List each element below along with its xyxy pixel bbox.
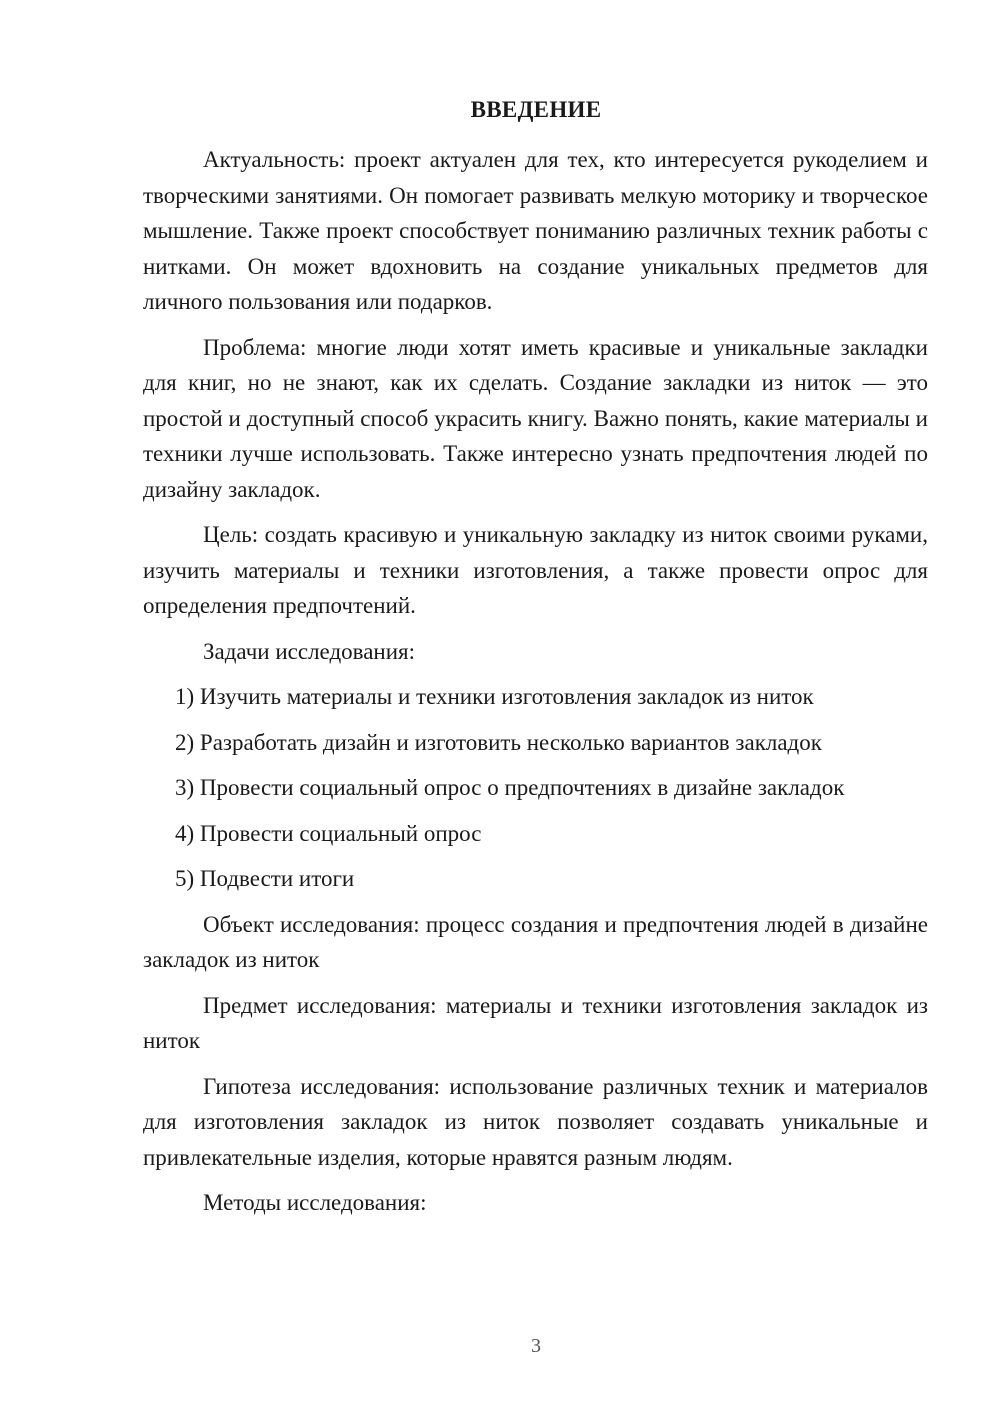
body-text — [143, 142, 928, 1231]
tasks-list — [143, 679, 928, 897]
goal-paragraph: Цель: создать красивую и уникальную закладку из ниток своими руками, изучить материалы и техники изготовления, а также провести опрос для определения предпочтений. — [143, 522, 928, 618]
relevance-paragraph: Актуальность: проект актуален для тех, кто интересуется рукоделием и творческими занятиями. Он помогает развивать мелкую моторику и творческое мышление. Также проект способствует пониманию различных техник работы с нитками. Он может вдохновить на создание уникальных предметов для личного пользования или подарков. — [143, 147, 928, 314]
page-title: ВВЕДЕНИЕ — [470, 97, 602, 122]
list-item: 5) Подвести итоги — [175, 866, 355, 891]
page-number: 3 — [531, 1335, 541, 1357]
hypothesis-paragraph: Гипотеза исследования: использование различных техник и материалов для изготовления закладок из ниток позволяет создавать уникальные и привлекательные изделия, которые нравятся разным людям. — [143, 1073, 928, 1170]
methods-heading: Методы исследования: — [203, 1190, 427, 1215]
object-paragraph: Объект исследования: процесс создания и предпочтения людей в дизайне закладок из ниток — [143, 911, 928, 972]
list-item: 1) Изучить материалы и техники изготовления закладок из ниток — [175, 684, 814, 709]
list-item: 3) Провести социальный опрос о предпочтениях в дизайне закладок — [175, 775, 845, 800]
list-item: 2) Разработать дизайн и изготовить несколько вариантов закладок — [175, 729, 822, 755]
list-item: 4) Провести социальный опрос — [175, 820, 482, 846]
tasks-heading: Задачи исследования: — [203, 638, 416, 664]
subject-paragraph: Предмет исследования: материалы и техники изготовления закладок из ниток — [143, 992, 928, 1053]
problem-paragraph: Проблема: многие люди хотят иметь красивые и уникальные закладки для книг, но не знают, как их сделать. Создание закладки из ниток — это простой и доступный способ украсить книгу. Важно понять, какие материалы и техники лучше использовать. Также интересно узнать предпочтения людей по дизайну закладок. — [143, 334, 928, 502]
